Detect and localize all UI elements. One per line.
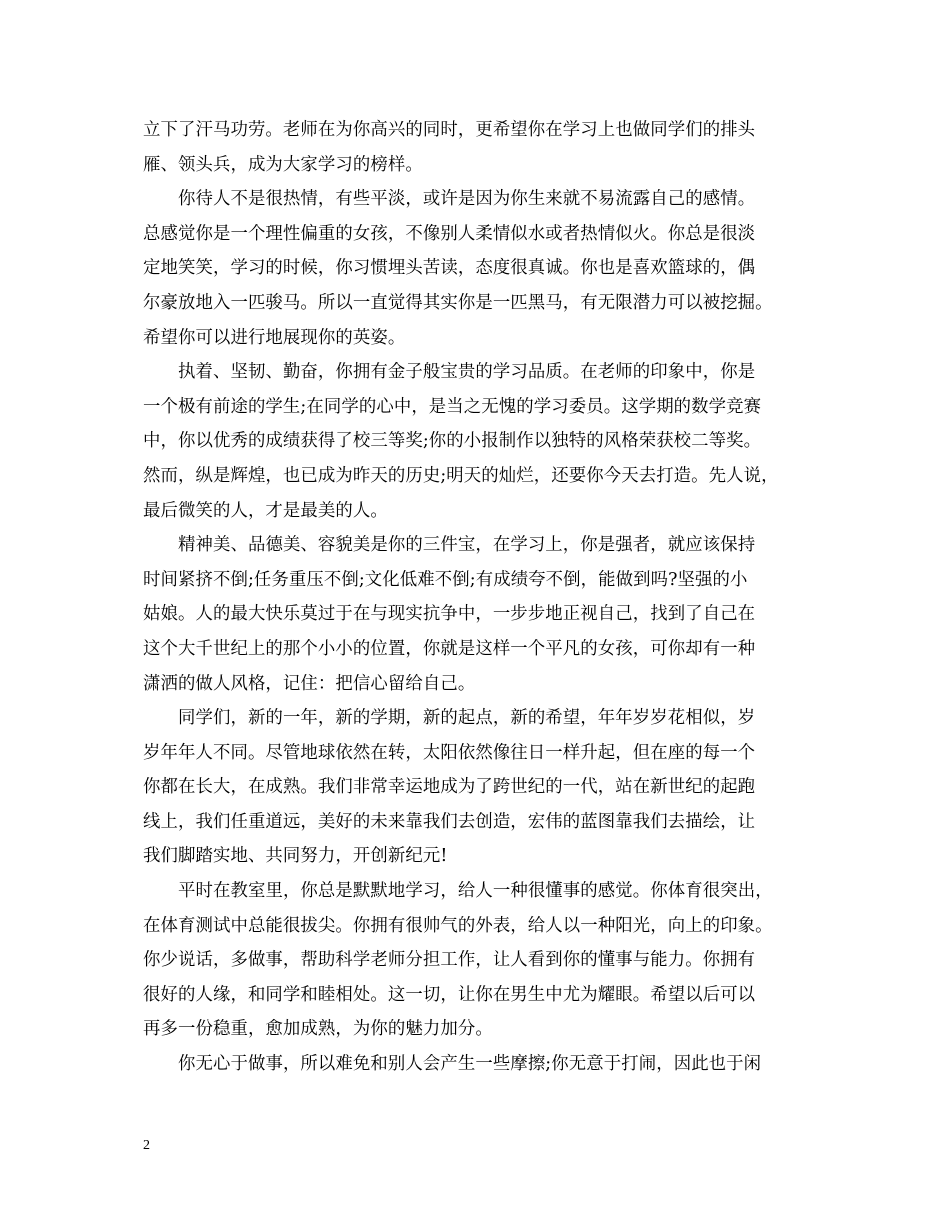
text-line: 然而，纵是辉煌，也已成为昨天的历史;明天的灿烂，还要你今天去打造。先人说， bbox=[143, 465, 779, 486]
text-line: 定地笑笑，学习的时候，你习惯埋头苦读，态度很真诚。你也是喜欢篮球的，偶 bbox=[143, 258, 756, 279]
text-line: 你少说话，多做事，帮助科学老师分担工作，让人看到你的懂事与能力。你拥有 bbox=[143, 950, 756, 971]
text-line: 总感觉你是一个理性偏重的女孩，不像别人柔情似水或者热情似火。你总是很淡 bbox=[143, 223, 756, 244]
text-line: 精神美、品德美、容貌美是你的三件宝，在学习上，你是强者，就应该保持 bbox=[178, 535, 756, 556]
text-line: 希望你可以进行地展现你的英姿。 bbox=[143, 327, 406, 348]
text-line: 线上，我们任重道远，美好的未来靠我们去创造，宏伟的蓝图靠我们去描绘，让 bbox=[143, 811, 756, 832]
text-line: 我们脚踏实地、共同努力，开创新纪元! bbox=[143, 846, 448, 867]
text-line: 你无心于做事，所以难免和别人会产生一些摩擦;你无意于打闹，因此也于闲 bbox=[178, 1054, 762, 1075]
text-line: 岁年年人不同。尽管地球依然在转，太阳依然像往日一样升起，但在座的每一个 bbox=[143, 742, 756, 763]
text-line: 尔豪放地入一匹骏马。所以一直觉得其实你是一匹黑马，有无限潜力可以被挖掘。 bbox=[143, 292, 773, 313]
text-line: 姑娘。人的最大快乐莫过于在与现实抗争中，一步步地正视自己，找到了自己在 bbox=[143, 604, 756, 625]
text-line: 最后微笑的人，才是最美的人。 bbox=[143, 500, 388, 521]
text-line: 雁、领头兵，成为大家学习的榜样。 bbox=[143, 154, 423, 175]
page-number: 2 bbox=[143, 1138, 150, 1153]
text-line: 时间紧挤不倒;任务重压不倒;文化低难不倒;有成绩夸不倒，能做到吗?坚强的小 bbox=[143, 569, 748, 590]
text-line: 立下了汗马功劳。老师在为你高兴的同时，更希望你在学习上也做同学们的排头 bbox=[143, 120, 756, 140]
text-line: 潇洒的做人风格，记住：把信心留给自己。 bbox=[143, 673, 476, 694]
text-line: 在体育测试中总能很拔尖。你拥有很帅气的外表，给人以一种阳光，向上的印象。 bbox=[143, 915, 773, 936]
text-line: 一个极有前途的学生;在同学的心中，是当之无愧的学习委员。这学期的数学竞赛 bbox=[143, 396, 762, 417]
text-line: 同学们，新的一年，新的学期，新的起点，新的希望，年年岁岁花相似，岁 bbox=[178, 708, 756, 729]
text-line: 中，你以优秀的成绩获得了校三等奖;你的小报制作以独特的风格荣获校二等奖。 bbox=[143, 431, 762, 452]
text-line: 你待人不是很热情，有些平淡，或许是因为你生来就不易流露自己的感情。 bbox=[178, 189, 756, 210]
text-line: 这个大千世纪上的那个小小的位置，你就是这样一个平凡的女孩，可你却有一种 bbox=[143, 638, 756, 659]
document-body bbox=[143, 113, 823, 1082]
text-line: 你都在长大，在成熟。我们非常幸运地成为了跨世纪的一代，站在新世纪的起跑 bbox=[143, 777, 756, 798]
text-line: 很好的人缘，和同学和睦相处。这一切，让你在男生中尤为耀眼。希望以后可以 bbox=[143, 984, 756, 1005]
text-line: 执着、坚韧、勤奋，你拥有金子般宝贵的学习品质。在老师的印象中，你是 bbox=[178, 362, 756, 383]
text-line: 再多一份稳重，愈加成熟，为你的魅力加分。 bbox=[143, 1019, 493, 1040]
text-line: 平时在教室里，你总是默默地学习，给人一种很懂事的感觉。你体育很突出， bbox=[178, 881, 773, 902]
